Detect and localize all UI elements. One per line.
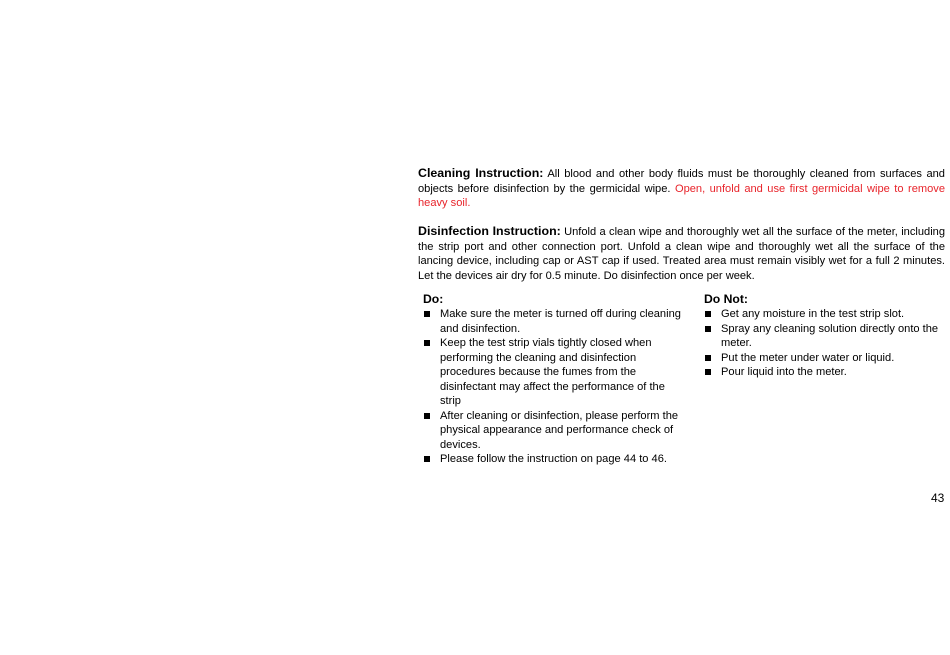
disinfection-instruction-paragraph (418, 224, 945, 283)
do-not-list (704, 307, 944, 380)
do-list-item (423, 409, 688, 453)
do-not-item-text: Pour liquid into the meter. (721, 366, 847, 378)
square-bullet-icon (705, 326, 711, 332)
square-bullet-icon (424, 413, 430, 419)
do-not-list-item (704, 307, 944, 322)
square-bullet-icon (424, 340, 430, 346)
do-list-item (423, 452, 688, 467)
cleaning-instruction-highlight: Open, unfold and use first germicidal wipe to remove heavy soil. (418, 182, 945, 210)
square-bullet-icon (705, 355, 711, 361)
square-bullet-icon (705, 311, 711, 317)
do-item-text: Make sure the meter is turned off during cleaning and disinfection. (440, 308, 681, 335)
do-not-item-text: Spray any cleaning solution directly onto the meter. (721, 322, 939, 349)
do-item-text: Keep the test strip vials tightly closed when performing the cleaning and disinfection procedures because the fumes from the disinfectant may affect the performance of the strip (440, 337, 665, 407)
disinfection-instruction-heading: Disinfection Instruction: (418, 224, 561, 238)
do-not-title: Do Not: (704, 292, 748, 306)
do-item-text: Please follow the instruction on page 44 to 46. (440, 453, 667, 465)
do-list-item (423, 307, 688, 336)
do-not-list-item (704, 351, 944, 366)
do-not-list-item (704, 365, 944, 380)
disinfection-instruction-body: Unfold a clean wipe and thoroughly wet all the surface of the meter, including the strip port and other connection port. Unfold a clean wipe and thoroughly wet all the surface of the lancing device, including cap or AST cap if used. Treated area must remain visibly wet for a full 2 minutes. Let the devices air dry for 0.5 minute. Do disinfection once per week. (418, 226, 945, 282)
do-not-section (704, 292, 944, 380)
square-bullet-icon (424, 311, 430, 317)
do-section (423, 292, 688, 467)
do-list (423, 307, 688, 467)
do-item-text: After cleaning or disinfection, please perform the physical appearance and performance check of devices. (440, 409, 679, 451)
cleaning-instruction-heading: Cleaning Instruction: (418, 166, 544, 180)
cleaning-instruction-body: All blood and other body fluids must be thoroughly cleaned from surfaces and objects before disinfection by the germicidal wipe. (418, 168, 945, 195)
cleaning-instruction-paragraph (418, 166, 945, 211)
page-number: 43 (931, 491, 945, 505)
do-not-item-text: Put the meter under water or liquid. (721, 351, 895, 364)
do-list-item (423, 336, 688, 409)
square-bullet-icon (424, 456, 430, 462)
do-not-list-item (704, 322, 944, 351)
do-not-item-text: Get any moisture in the test strip slot. (721, 308, 905, 320)
square-bullet-icon (705, 369, 711, 375)
do-title: Do: (423, 292, 444, 306)
